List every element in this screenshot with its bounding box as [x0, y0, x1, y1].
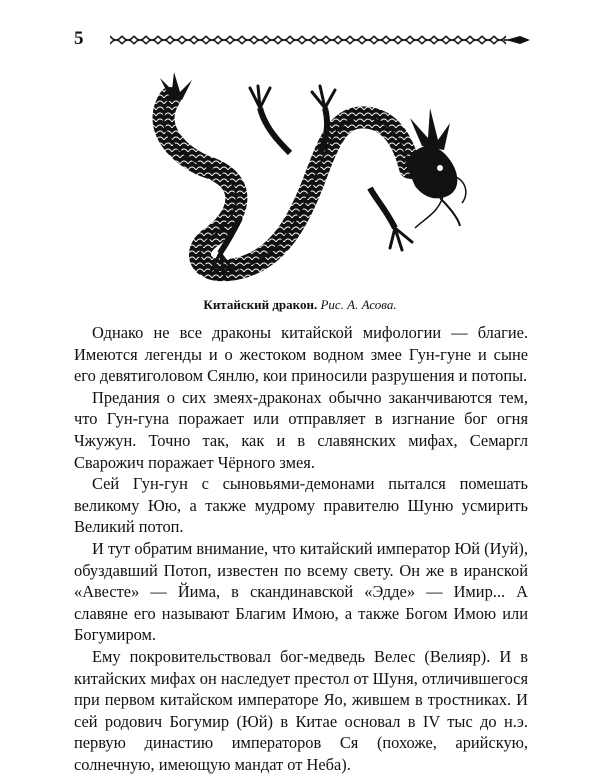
page-number: 5	[74, 28, 84, 49]
figure-caption	[0, 297, 600, 313]
dragon-illustration	[140, 68, 470, 288]
caption-title: Китайский дракон.	[203, 297, 318, 312]
paragraph: И тут обратим внимание, что китайский император Юй (Иуй), обуздавший Потоп, известен по всему свету. Он же в иранской «Авесте» — Йима, в скандинавской «Эдде» — Имир... А славяне его называют Благим Имою, а также Богом Имою или Богумиром.	[74, 538, 528, 645]
header-ornament	[110, 32, 530, 48]
paragraph: Ему покровительствовал бог-медведь Велес (Велияр). И в китайских мифах он наследует престол от Шуня, отличившегося при первом китайском императоре Яо, жившем в тростниках. И сей родович Богумир (Юй) в Китае основал в IV тыс до н.э. первую династию императоров Ся (похоже, арийскую, солнечную, имеющую мандат от Неба).	[74, 646, 528, 774]
article-body	[74, 322, 528, 775]
caption-credit: Рис. А. Асова.	[320, 297, 397, 312]
paragraph: Однако не все драконы китайской мифологии — благие. Имеются легенды и о жестоком водном змее Гун-гуне и сыне его девятиголовом Сянлю, кои приносили разрушения и потопы.	[74, 323, 528, 386]
paragraph: Сей Гун-гун с сыновьями-демонами пытался помешать великому Юю, а также мудрому правителю Шуню усмирить Великий потоп.	[74, 474, 528, 537]
paragraph: Предания о сих змеях-драконах обычно заканчиваются тем, что Гун-гуна поражает или отправляет в изгнание бог огня Чжужун. Точно так, как и в славянских мифах, Семаргл Сварожич поражает Чёрного змея.	[74, 387, 528, 472]
